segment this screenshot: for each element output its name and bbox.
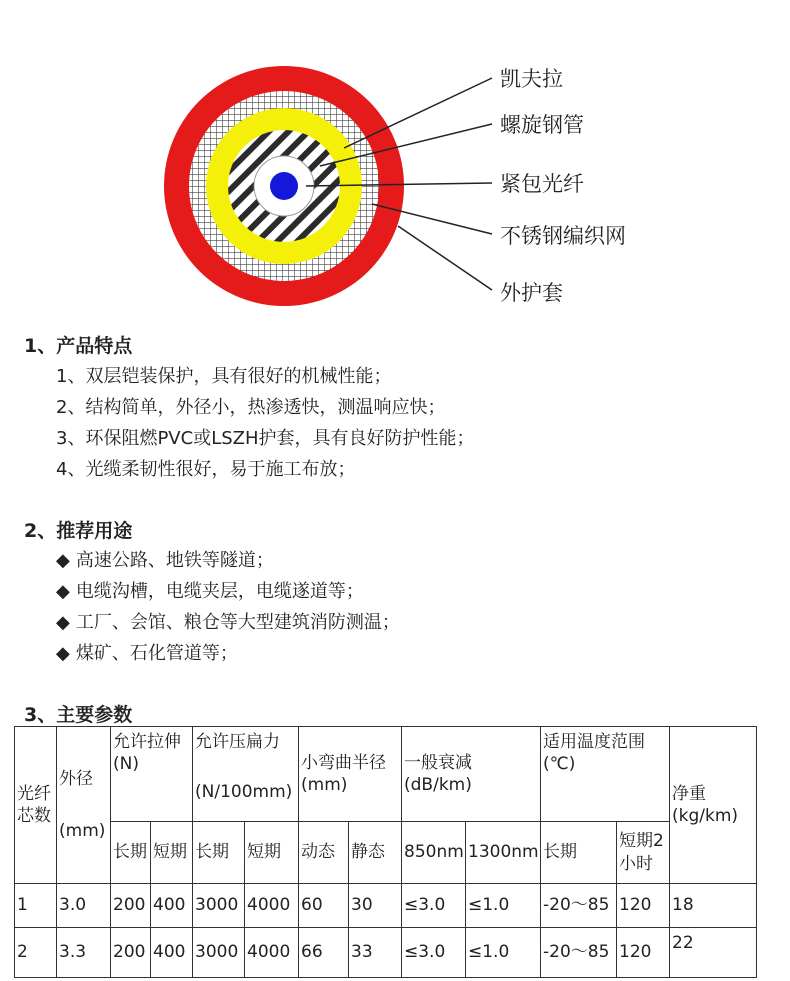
cell-atten-850: ≤3.0 bbox=[402, 884, 466, 928]
header-attenuation bbox=[402, 727, 541, 822]
header-atten-label: 一般衰减 bbox=[404, 752, 472, 773]
header-temp-label: 适用温度范围 bbox=[543, 732, 645, 752]
header-temperature bbox=[541, 727, 670, 822]
diamond-bullet-icon: ◆ bbox=[56, 581, 70, 602]
subheader-temp-long: 长期 bbox=[541, 822, 617, 884]
subheader-bend-dynamic: 动态 bbox=[299, 822, 349, 884]
cable-cross-section-diagram bbox=[0, 0, 790, 320]
fiber-core bbox=[270, 172, 298, 200]
header-weight-label: 净重 bbox=[672, 783, 706, 804]
cell-temp-long: -20～85 bbox=[541, 928, 617, 978]
label-outer-jacket: 外护套 bbox=[500, 281, 563, 305]
cell-diameter: 3.3 bbox=[57, 928, 111, 978]
cell-tensile-short: 400 bbox=[151, 884, 193, 928]
table-header-row bbox=[15, 727, 757, 822]
cell-tensile-long: 200 bbox=[111, 884, 151, 928]
subheader-850nm: 850nm bbox=[402, 822, 466, 884]
diamond-bullet-icon: ◆ bbox=[56, 643, 70, 664]
header-temp-unit: (℃) bbox=[543, 754, 576, 775]
header-fiber-count: 光纤芯数 bbox=[15, 727, 57, 884]
cell-crush-long: 3000 bbox=[193, 884, 245, 928]
header-weight bbox=[670, 727, 757, 884]
header-diameter-unit: (mm) bbox=[59, 821, 106, 841]
application-item bbox=[56, 608, 400, 634]
cell-bend-dynamic: 60 bbox=[299, 884, 349, 928]
leader-line-jacket bbox=[398, 226, 492, 290]
cell-temp-short: 120 bbox=[617, 884, 670, 928]
header-diameter-label: 外径 bbox=[59, 768, 93, 789]
application-item bbox=[56, 546, 274, 572]
cell-atten-1300: ≤1.0 bbox=[466, 884, 541, 928]
cell-diameter: 3.0 bbox=[57, 884, 111, 928]
parameters-table bbox=[14, 726, 757, 978]
label-kevlar: 凯夫拉 bbox=[500, 67, 563, 91]
feature-item: 3、环保阻燃PVC或LSZH护套，具有良好防护性能； bbox=[56, 428, 475, 449]
subheader-tensile-short: 短期 bbox=[151, 822, 193, 884]
cell-weight: 22 bbox=[670, 928, 757, 978]
cell-bend-dynamic: 66 bbox=[299, 928, 349, 978]
application-text: 煤矿、石化管道等； bbox=[75, 643, 238, 664]
application-item bbox=[56, 639, 238, 665]
cell-crush-short: 4000 bbox=[245, 884, 299, 928]
application-item bbox=[56, 577, 364, 603]
cell-tensile-long: 200 bbox=[111, 928, 151, 978]
header-tensile-label: 允许拉伸 bbox=[113, 732, 181, 752]
section-title-applications: 2、推荐用途 bbox=[24, 520, 133, 542]
table-subheader-row bbox=[15, 822, 757, 884]
diamond-bullet-icon: ◆ bbox=[56, 550, 70, 571]
header-crush-label: 允许压扁力 bbox=[195, 732, 280, 752]
subheader-tensile-long: 长期 bbox=[111, 822, 151, 884]
cell-weight: 18 bbox=[670, 884, 757, 928]
cell-crush-long: 3000 bbox=[193, 928, 245, 978]
subheader-bend-static: 静态 bbox=[349, 822, 402, 884]
cell-atten-1300: ≤1.0 bbox=[466, 928, 541, 978]
subheader-1300nm: 1300nm bbox=[466, 822, 541, 884]
header-weight-unit: (kg/km) bbox=[672, 806, 739, 826]
feature-item: 2、结构简单，外径小，热渗透快，测温响应快； bbox=[56, 397, 446, 418]
label-tight-buffer-fiber: 紧包光纤 bbox=[500, 172, 584, 196]
cell-temp-long: -20～85 bbox=[541, 884, 617, 928]
header-tensile bbox=[111, 727, 193, 822]
feature-item: 1、双层铠装保护，具有很好的机械性能； bbox=[56, 366, 392, 387]
feature-item: 4、光缆柔韧性很好，易于施工布放； bbox=[56, 459, 356, 480]
cell-atten-850: ≤3.0 bbox=[402, 928, 466, 978]
section-title-parameters: 3、主要参数 bbox=[24, 704, 133, 726]
table-row bbox=[15, 884, 757, 928]
subheader-crush-short: 短期 bbox=[245, 822, 299, 884]
application-text: 工厂、会馆、粮仓等大型建筑消防测温； bbox=[75, 612, 400, 633]
subheader-temp-short-2h: 短期2小时 bbox=[617, 822, 670, 884]
cell-cores: 2 bbox=[15, 928, 57, 978]
cell-crush-short: 4000 bbox=[245, 928, 299, 978]
application-text: 高速公路、地铁等隧道； bbox=[75, 550, 274, 571]
label-stainless-braid: 不锈钢编织网 bbox=[500, 224, 626, 248]
label-spiral-steel-tube: 螺旋钢管 bbox=[500, 113, 584, 137]
header-atten-unit: (dB/km) bbox=[404, 775, 472, 795]
table-row bbox=[15, 928, 757, 978]
subheader-crush-long: 长期 bbox=[193, 822, 245, 884]
header-diameter bbox=[57, 727, 111, 884]
cell-bend-static: 33 bbox=[349, 928, 402, 978]
cell-tensile-short: 400 bbox=[151, 928, 193, 978]
cell-bend-static: 30 bbox=[349, 884, 402, 928]
header-crush bbox=[193, 727, 299, 822]
diamond-bullet-icon: ◆ bbox=[56, 612, 70, 633]
cell-temp-short: 120 bbox=[617, 928, 670, 978]
cell-cores: 1 bbox=[15, 884, 57, 928]
header-bend-unit: (mm) bbox=[301, 775, 348, 795]
header-crush-unit: (N/100mm) bbox=[195, 782, 293, 803]
header-tensile-unit: (N) bbox=[113, 754, 139, 775]
application-text: 电缆沟槽，电缆夹层，电缆遂道等； bbox=[75, 581, 364, 602]
header-bend-radius bbox=[299, 727, 402, 822]
section-title-features: 1、产品特点 bbox=[24, 335, 133, 357]
header-bend-label: 小弯曲半径 bbox=[301, 752, 386, 773]
